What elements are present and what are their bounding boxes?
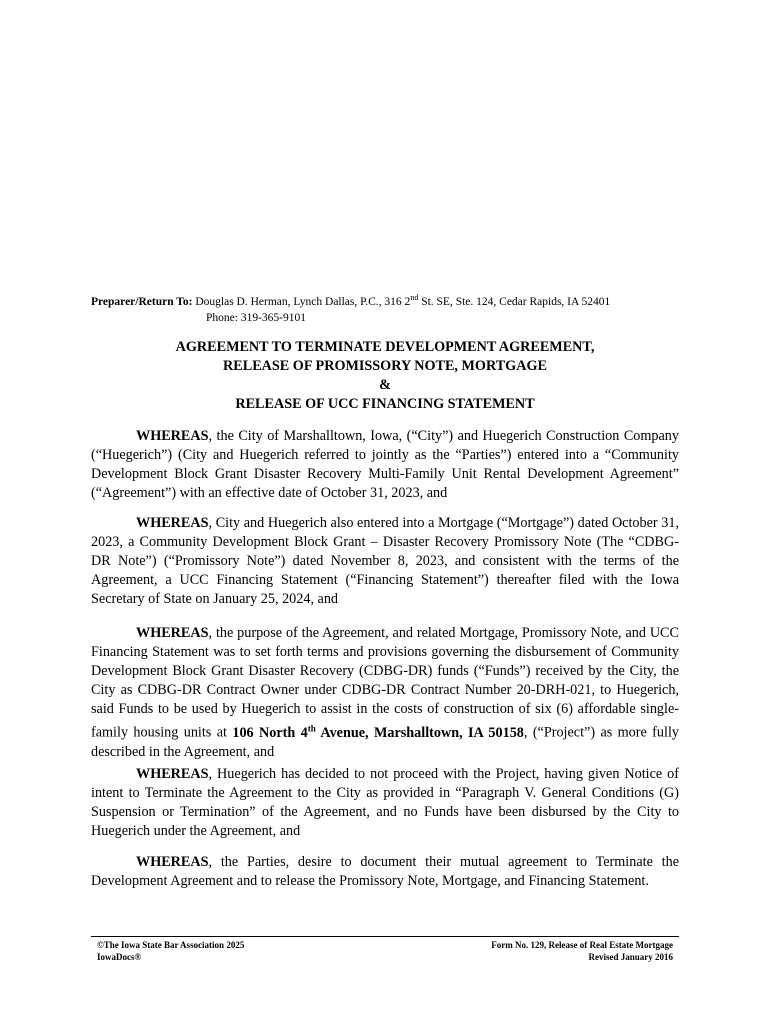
project-address-bold	[232, 725, 524, 741]
title-line-3: &	[379, 377, 391, 393]
project-address-part1: 106 North 4	[232, 725, 308, 742]
paragraph-text: , the purpose of the Agreement, and related Mortgage, Promissory Note, and UCC Financing Statement was to set forth terms and provisions governing the disbursement of Community Development Block Grant Disaster Recovery (CDBG-DR) funds (“Funds”) received by the City, the City as CDBG-DR Contract Owner under CDBG-DR Contract Number 20-DRH-021, to Huegerich, said Funds to be used by Huegerich to assist in the costs of construction of six (6) affordable single-family housing units at	[91, 625, 679, 742]
preparer-address	[195, 293, 611, 308]
whereas-lead: WHEREAS	[136, 515, 209, 531]
footer-copyright: ©The Iowa State Bar Association 2025	[97, 940, 245, 950]
footer-revision: Revised January 2016	[588, 952, 673, 962]
whereas-paragraph-2	[91, 514, 679, 609]
page-footer	[91, 936, 679, 962]
paragraph-text: , the Parties, desire to document their mutual agreement to Terminate the Development Agreement and to release the Promissory Note, Mortgage, and Financing Statement.	[91, 854, 679, 890]
footer-left	[97, 939, 244, 963]
preparer-phone: Phone: 319-365-9101	[206, 311, 306, 324]
title-line-2: RELEASE OF PROMISSORY NOTE, MORTGAGE	[223, 358, 547, 374]
preparer-address-part2: St. SE, Ste. 124, Cedar Rapids, IA 52401	[418, 295, 611, 308]
project-address-part2: Avenue, Marshalltown, IA 50158	[315, 725, 524, 742]
whereas-paragraph-5	[91, 853, 679, 891]
whereas-lead: WHEREAS	[136, 854, 209, 870]
preparer-block	[91, 290, 691, 326]
whereas-paragraph-3	[91, 624, 679, 762]
footer-form-number: Form No. 129, Release of Real Estate Mortgage	[491, 940, 673, 950]
paragraph-text: , Huegerich has decided to not proceed with the Project, having given Notice of intent to Terminate the Agreement to the City as provided in “Paragraph V. General Conditions (G) Suspension or Termination” of the Agreement, and no Funds have been disbursed by the City to Huegerich under the Agreement, and	[91, 766, 679, 840]
footer-brand: IowaDocs®	[97, 952, 142, 962]
document-title	[91, 338, 679, 414]
paragraph-text-end: , (“Project”) as more fully described in the Agreement, and	[91, 725, 679, 761]
paragraph-text: , the City of Marshalltown, Iowa, (“City”) and Huegerich Construction Company (“Huegerich”) (City and Huegerich referred to jointly as the “Parties”) entered into a “Community Development Block Grant Disaster Recovery Multi-Family Unit Rental Development Agreement” (“Agreement”) with an effective date of October 31, 2023, and	[91, 428, 679, 502]
whereas-lead: WHEREAS	[136, 625, 209, 641]
paragraph-text: , City and Huegerich also entered into a Mortgage (“Mortgage”) dated October 31, 2023, a Community Development Block Grant – Disaster Recovery Promissory Note (The “CDBG-DR Note”) (“Promissory Note”) dated November 8, 2023, and consistent with the terms of the Agreement, a UCC Financing Statement (“Financing Statement”) thereafter filed with the Iowa Secretary of State on January 25, 2024, and	[91, 515, 679, 608]
preparer-address-part1: Douglas D. Herman, Lynch Dallas, P.C., 316 2	[195, 295, 411, 308]
whereas-paragraph-4	[91, 765, 679, 841]
whereas-lead: WHEREAS	[136, 766, 209, 782]
title-line-1: AGREEMENT TO TERMINATE DEVELOPMENT AGREEMENT,	[175, 339, 595, 355]
footer-right	[491, 939, 673, 963]
whereas-paragraph-1	[91, 427, 679, 503]
project-address-sup: th	[307, 723, 316, 734]
title-line-4: RELEASE OF UCC FINANCING STATEMENT	[235, 396, 535, 412]
preparer-label: Preparer/Return To:	[91, 295, 193, 308]
preparer-address-sup: nd	[410, 293, 419, 302]
whereas-lead: WHEREAS	[136, 428, 209, 444]
